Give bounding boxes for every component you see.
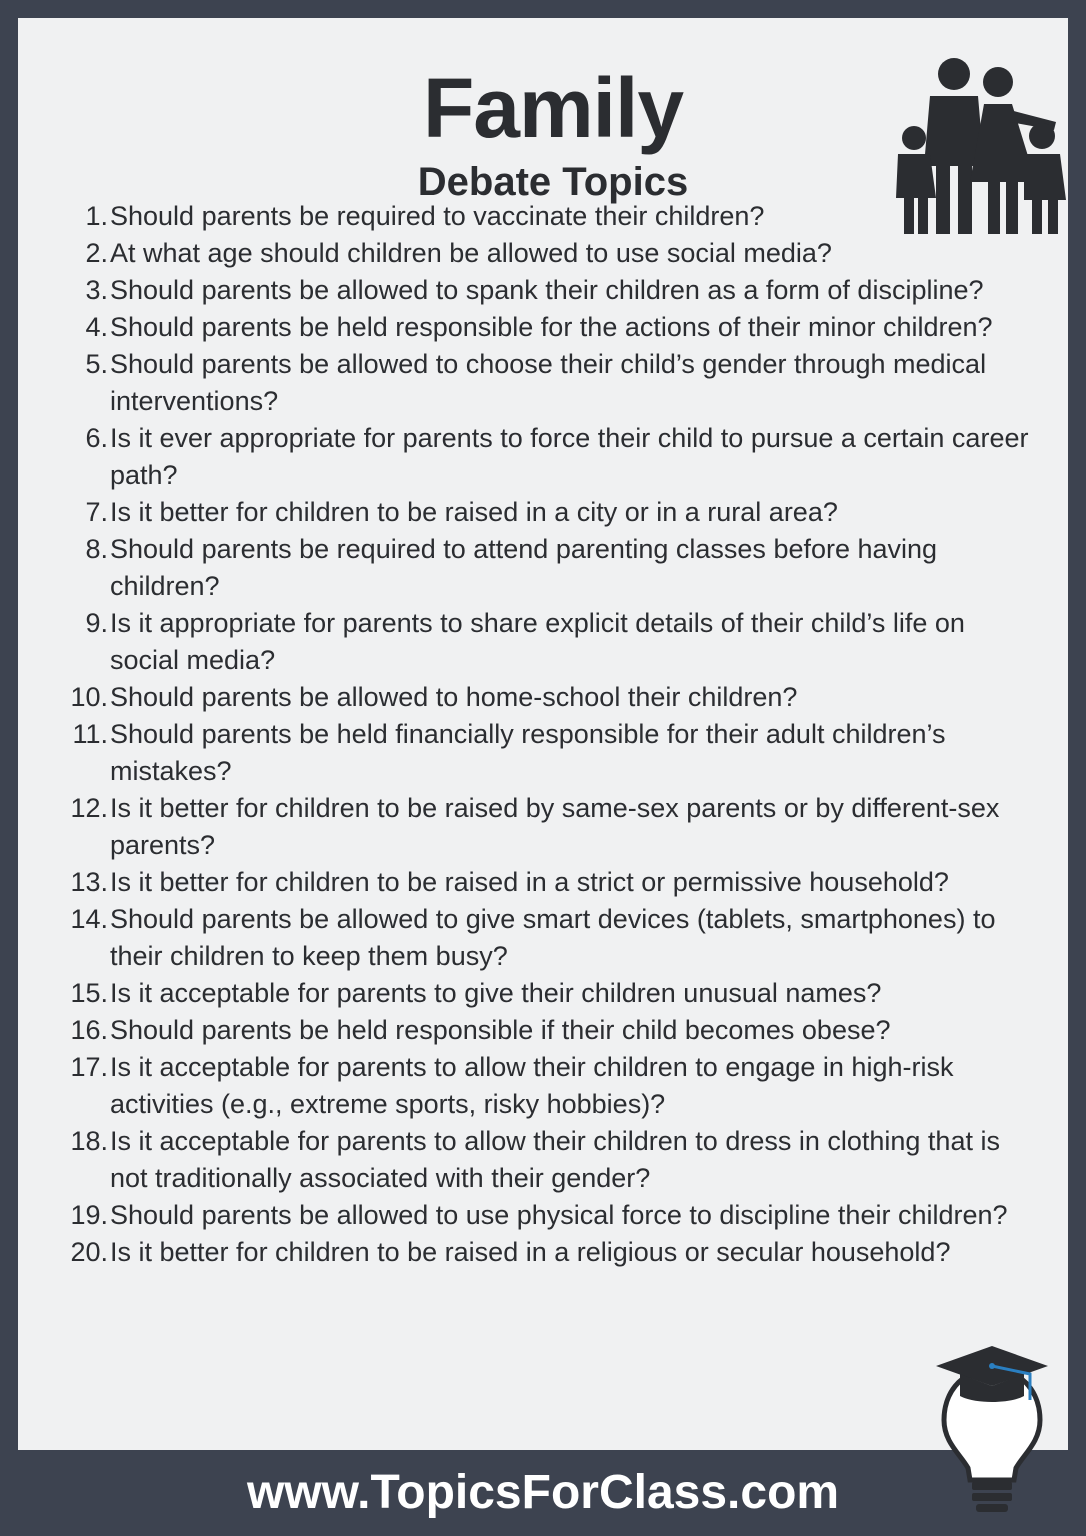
topic-text: Should parents be allowed to give smart devices (tablets, smartphones) to their children to keep them busy? (110, 904, 996, 971)
topic-number: 20. (70, 1237, 108, 1267)
topic-text: Should parents be allowed to spank their children as a form of discipline? (110, 275, 984, 305)
topic-item (0, 1012, 1040, 1049)
topic-number: 19. (70, 1200, 108, 1230)
topic-text: Should parents be required to vaccinate their children? (110, 201, 765, 231)
topic-number: 5. (85, 349, 108, 379)
topic-item (0, 198, 1040, 235)
topic-text: Is it acceptable for parents to allow their children to engage in high-risk activities (e.g., extreme sports, risky hobbies)? (110, 1052, 954, 1119)
topic-text: Is it better for children to be raised by same-sex parents or by different-sex parents? (110, 793, 1000, 860)
topic-text: Should parents be held financially responsible for their adult children’s mistakes? (110, 719, 946, 786)
topic-text: Is it acceptable for parents to allow their children to dress in clothing that is not traditionally associated with their gender? (110, 1126, 1000, 1193)
topic-number: 3. (85, 275, 108, 305)
topic-item (0, 1123, 1040, 1197)
topic-item (0, 1234, 1040, 1271)
topic-item (0, 975, 1040, 1012)
topic-text: Is it better for children to be raised in a religious or secular household? (110, 1237, 951, 1267)
topic-item (0, 309, 1040, 346)
topic-item (0, 272, 1040, 309)
topic-item (0, 790, 1040, 864)
topics-list (0, 198, 1040, 1271)
topic-text: Is it better for children to be raised in a strict or permissive household? (110, 867, 949, 897)
topic-item (0, 346, 1040, 420)
topic-item (0, 1049, 1040, 1123)
topic-text: Is it acceptable for parents to give their children unusual names? (110, 978, 882, 1008)
topic-number: 14. (70, 904, 108, 934)
topic-text: Is it ever appropriate for parents to force their child to pursue a certain career path? (110, 423, 1029, 490)
topic-number: 6. (85, 423, 108, 453)
topic-text: Should parents be required to attend parenting classes before having children? (110, 534, 938, 601)
topic-item (0, 864, 1040, 901)
topic-number: 7. (85, 497, 108, 527)
topic-text: Should parents be allowed to use physical force to discipline their children? (110, 1200, 1008, 1230)
topic-item (0, 235, 1040, 272)
topic-text: At what age should children be allowed to use social media? (110, 238, 832, 268)
topic-item (0, 901, 1040, 975)
topic-text: Should parents be allowed to choose their child’s gender through medical interventions? (110, 349, 987, 416)
topic-number: 11. (72, 719, 108, 749)
topic-item (0, 494, 1040, 531)
graduation-bulb-icon (930, 1340, 1054, 1520)
topic-number: 4. (85, 312, 108, 342)
topic-text: Should parents be allowed to home-school their children? (110, 682, 798, 712)
topic-item (0, 531, 1040, 605)
topic-text: Is it better for children to be raised in a city or in a rural area? (110, 497, 838, 527)
topic-item (0, 420, 1040, 494)
topic-number: 10. (70, 682, 108, 712)
topic-item (0, 716, 1040, 790)
topic-number: 13. (70, 867, 108, 897)
topic-number: 9. (85, 608, 108, 638)
topic-number: 15. (70, 978, 108, 1008)
topic-text: Should parents be held responsible if their child becomes obese? (110, 1015, 891, 1045)
topic-text: Is it appropriate for parents to share explicit details of their child’s life on social media? (110, 608, 965, 675)
page-subtitle: Debate Topics (417, 160, 689, 204)
topic-number: 8. (85, 534, 108, 564)
topic-number: 12. (70, 793, 108, 823)
topic-item (0, 679, 1040, 716)
footer-url: www.TopicsForClass.com (246, 1466, 840, 1519)
topic-number: 2. (85, 238, 108, 268)
topic-item (0, 605, 1040, 679)
topic-number: 16. (70, 1015, 108, 1045)
topic-number: 17. (70, 1052, 108, 1082)
topic-text: Should parents be held responsible for the actions of their minor children? (110, 312, 993, 342)
topic-item (0, 1197, 1040, 1234)
page-title: Family (422, 61, 684, 155)
topic-number: 1. (85, 201, 108, 231)
topic-number: 18. (70, 1126, 108, 1156)
